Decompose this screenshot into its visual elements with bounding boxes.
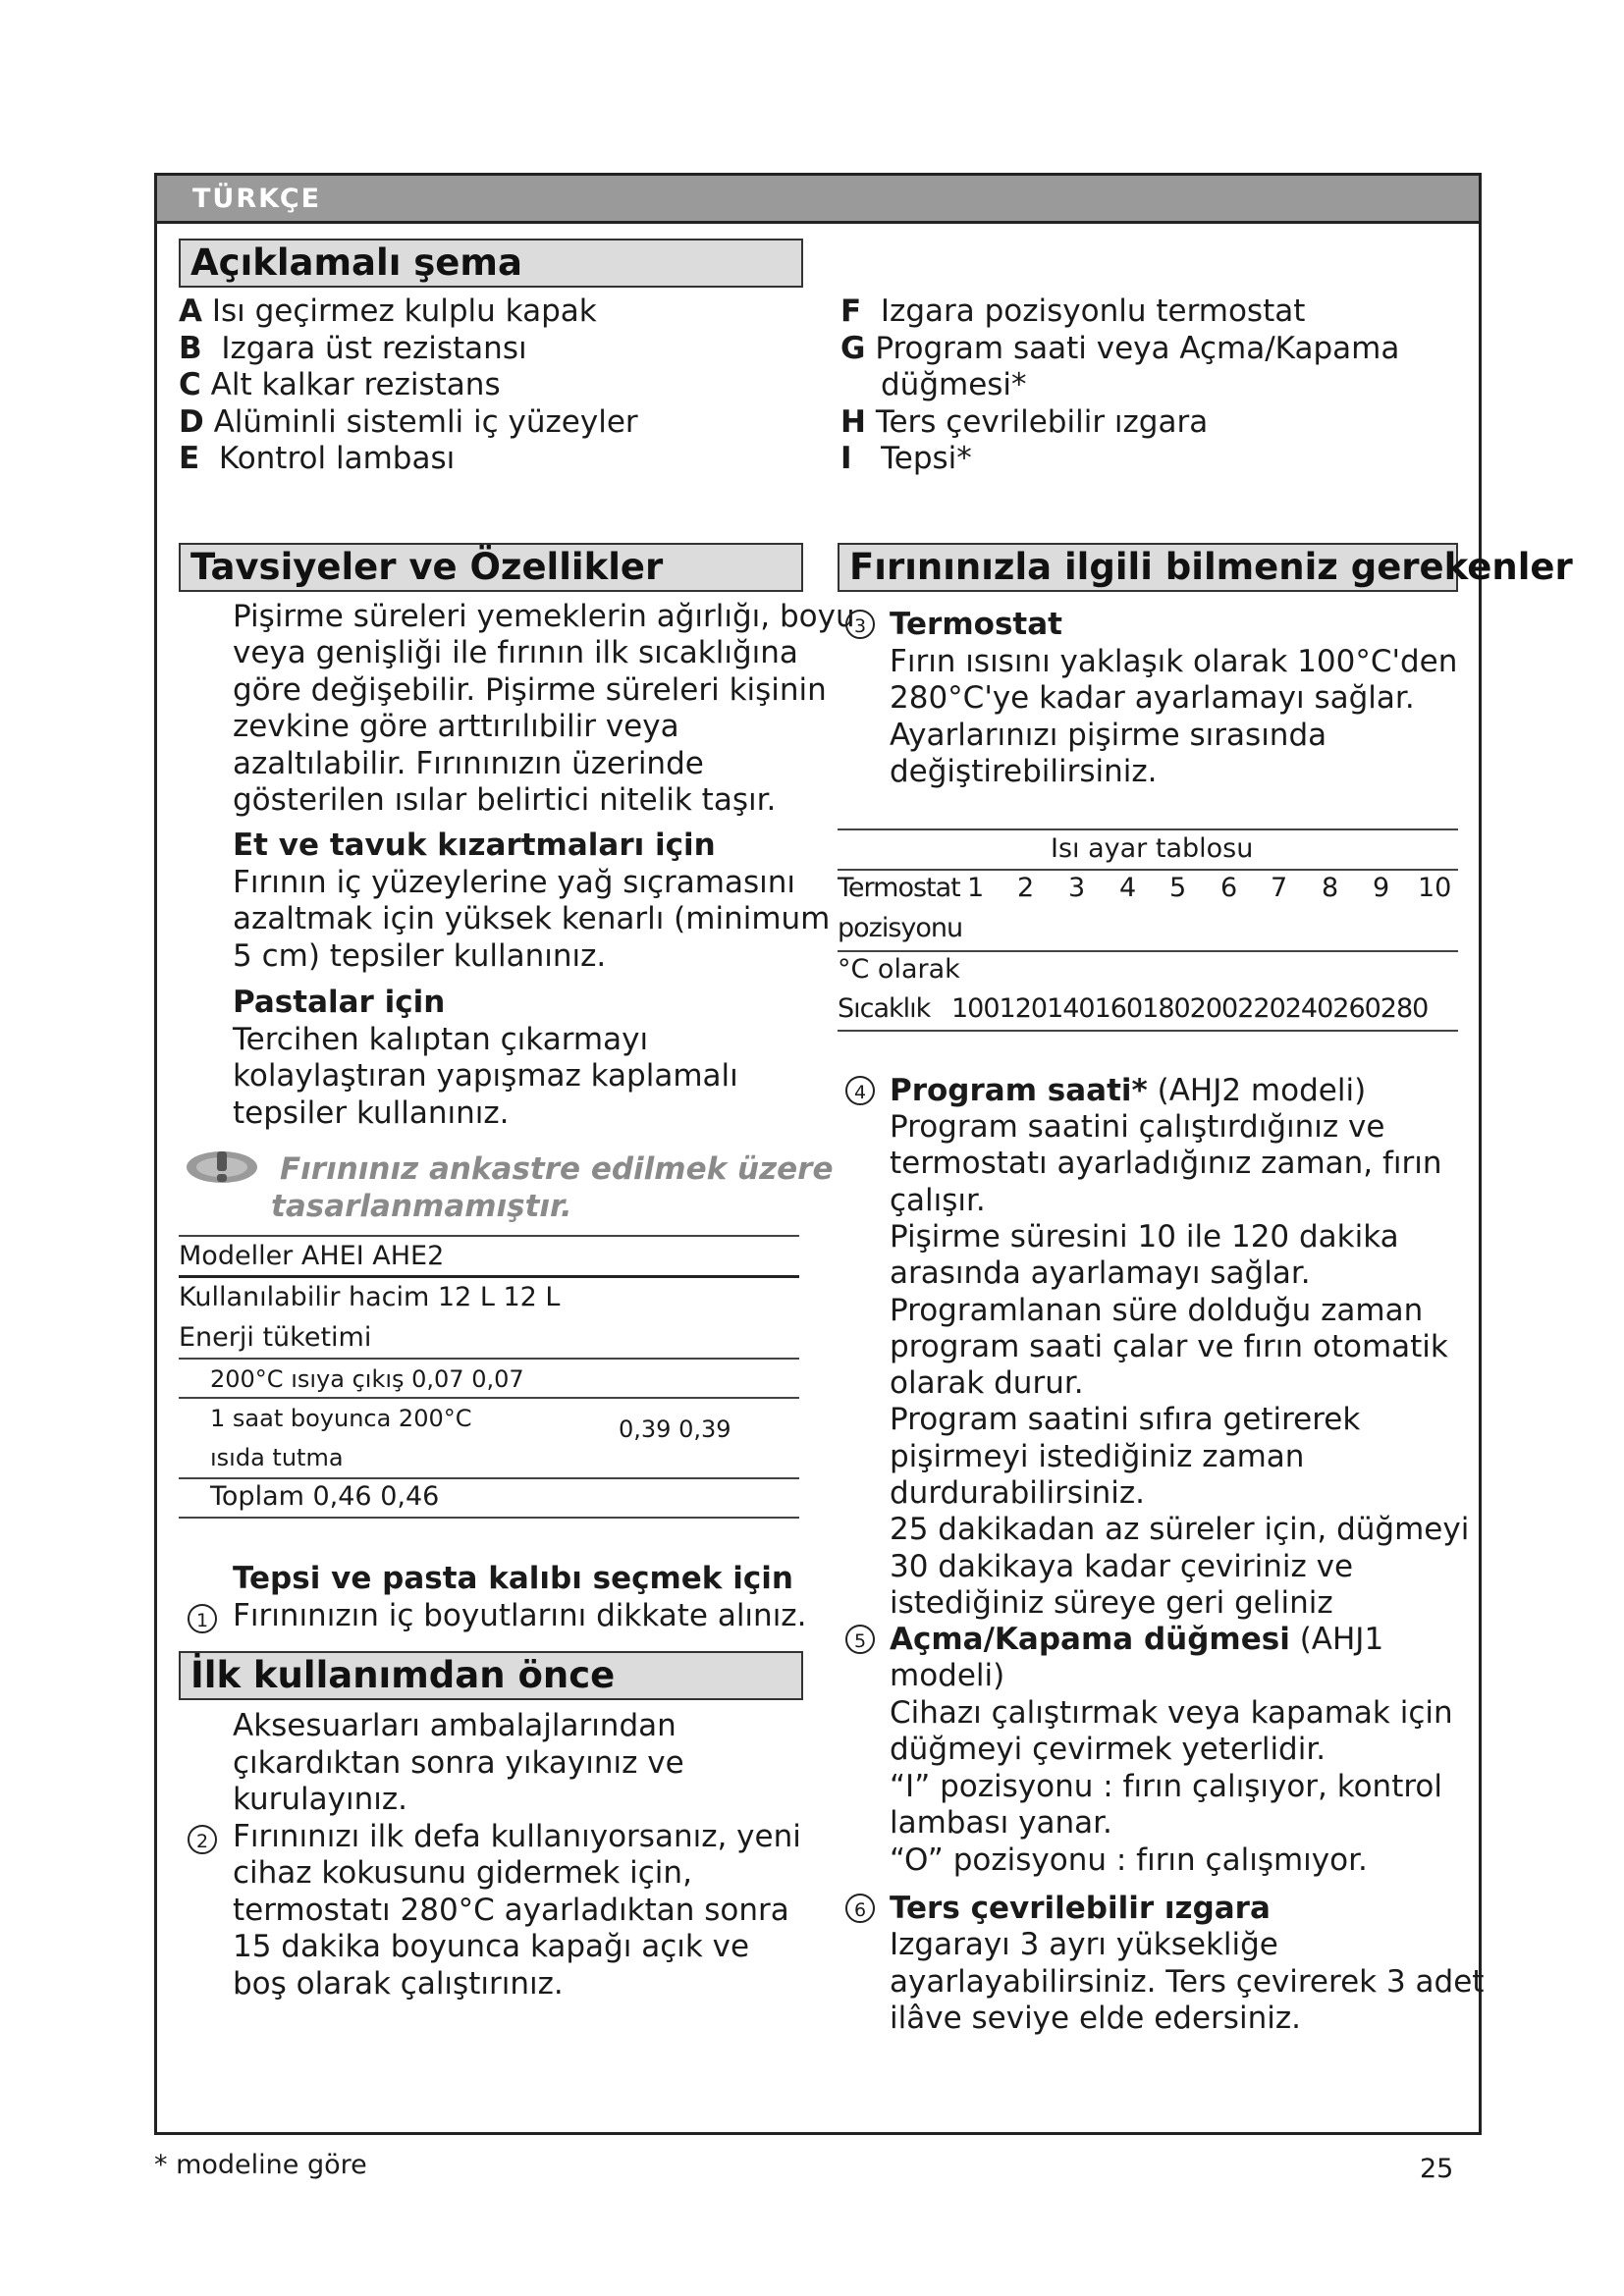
step-number-5: 5 — [845, 1625, 875, 1654]
legend-item-i: I Tepsi* — [840, 441, 972, 476]
thermostat-text: değiştirebilirsiniz. — [890, 754, 1158, 789]
timer-text-line: durdurabilirsiniz. — [890, 1475, 1146, 1511]
tray-heading: Tepsi ve pasta kalıbı seçmek için — [233, 1561, 793, 1596]
timer-text-line: termostatı ayarladığınız zaman, fırın — [890, 1146, 1442, 1182]
thermostat-position: 9 — [1373, 873, 1390, 903]
grill-text: Izgarayı 3 ayrı yüksekliğe — [890, 1927, 1278, 1962]
step-number-4: 4 — [845, 1076, 875, 1105]
know-title: Fırınınızla ilgili bilmeniz gerekenler — [838, 543, 1458, 592]
spec-header: Modeller AHEI AHE2 — [179, 1241, 445, 1271]
timer-text-line: Pişirme süresini 10 ile 120 dakika — [890, 1218, 1399, 1255]
spec-volume: Kullanılabilir hacim 12 L 12 L — [179, 1282, 561, 1312]
heat-row-label: °C olarak — [838, 954, 960, 985]
timer-text-line: 25 dakikadan az süreler için, düğmeyi — [890, 1512, 1470, 1548]
timer-heading: Program saati* — [890, 1073, 1148, 1108]
legend-item-a: A Isı geçirmez kulplu kapak — [179, 294, 597, 329]
thermostat-position: 1 — [967, 873, 985, 903]
legend-item-f: F Izgara pozisyonlu termostat — [840, 294, 1306, 329]
timer-text-line: olarak durur. — [890, 1365, 1084, 1402]
step-number-3: 3 — [845, 610, 875, 639]
meat-text-line: Fırının iç yüzeylerine yağ sıçramasını — [233, 865, 796, 900]
tray-text: Fırınınızın iç boyutlarını dikkate alınız. — [233, 1598, 807, 1633]
table-rule — [838, 1030, 1458, 1032]
grill-text: ilâve seviye elde edersiniz. — [890, 2001, 1301, 2036]
timer-model: (AHJ2 modeli) — [1147, 1073, 1367, 1108]
switch-heading: Açma/Kapama düğmesi — [890, 1622, 1290, 1657]
tips-title: Tavsiyeler ve Özellikler — [179, 543, 803, 592]
pastry-text-line: Tercihen kalıptan çıkarmayı — [233, 1022, 649, 1057]
switch-text-line: Cihazı çalıştırmak veya kapamak için — [890, 1694, 1453, 1731]
first-use-text: 15 dakika boyunca kapağı açık ve — [233, 1929, 750, 1964]
first-use-intro: kurulayınız. — [233, 1782, 407, 1817]
table-rule — [838, 828, 1458, 830]
timer-text-line: istediğiniz süreye geri geliniz — [890, 1584, 1333, 1621]
footnote: * modeline göre — [154, 2150, 367, 2180]
first-use-title: İlk kullanımdan önce — [179, 1651, 803, 1700]
warning-text: Fırınınız ankastre edilmek üzere — [280, 1151, 834, 1187]
pastry-text-line: kolaylaştıran yapışmaz kaplamalı — [233, 1058, 738, 1094]
table-rule — [838, 950, 1458, 952]
first-use-intro: Aksesuarları ambalajlarından — [233, 1708, 677, 1743]
thermostat-position: 10 — [1418, 873, 1452, 903]
thermostat-position: 2 — [1017, 873, 1035, 903]
thermostat-position: 5 — [1169, 873, 1187, 903]
tips-intro-line: göre değişebilir. Pişirme süreleri kişinin — [233, 672, 827, 708]
legend-item-g: G Program saati veya Açma/Kapama — [840, 331, 1400, 366]
step-number-2: 2 — [188, 1825, 217, 1854]
heat-row-label: Sıcaklık — [838, 993, 931, 1024]
timer-text-line: Program saatini sıfıra getirerek — [890, 1402, 1361, 1438]
timer-text-line: pişirmeyi istediğiniz zaman — [890, 1438, 1305, 1474]
thermostat-position: 6 — [1220, 873, 1238, 903]
table-rule — [179, 1517, 799, 1519]
legend-item-g-cont: düğmesi* — [881, 367, 1027, 402]
warning-icon — [185, 1148, 259, 1186]
heat-row-label: pozisyonu — [838, 913, 963, 943]
switch-model: (AHJ1 — [1289, 1622, 1384, 1657]
first-use-text: termostatı 280°C ayarladıktan sonra — [233, 1893, 789, 1928]
table-rule — [179, 1477, 799, 1479]
thermostat-position: 7 — [1271, 873, 1288, 903]
switch-text-line: “O” pozisyonu : fırın çalışmıyor. — [890, 1842, 1368, 1878]
table-rule — [179, 1358, 799, 1360]
switch-text-line: modeli) — [890, 1658, 1005, 1693]
meat-heading: Et ve tavuk kızartmaları için — [233, 828, 716, 863]
table-rule — [838, 869, 1458, 871]
first-use-intro: çıkardıktan sonra yıkayınız ve — [233, 1745, 684, 1781]
spec-energy: Enerji tüketimi — [179, 1322, 372, 1353]
thermostat-position: 8 — [1322, 873, 1339, 903]
thermostat-heading: Termostat — [890, 607, 1062, 642]
step-number-1: 1 — [188, 1604, 217, 1633]
heat-row-label: Termostat — [838, 873, 960, 903]
warning-text: tasarlanmamıştır. — [271, 1189, 572, 1224]
thermostat-position: 3 — [1068, 873, 1086, 903]
legend-item-d: D Alüminli sistemli iç yüzeyler — [179, 404, 638, 440]
spec-hold-values: 0,39 0,39 — [619, 1415, 731, 1443]
spec-hold-line: ısıda tutma — [210, 1444, 344, 1471]
first-use-text: cihaz kokusunu gidermek için, — [233, 1855, 692, 1891]
legend-item-h: H Ters çevrilebilir ızgara — [840, 404, 1209, 440]
table-rule — [179, 1275, 799, 1278]
step-number-6: 6 — [845, 1894, 875, 1923]
timer-text-line: Programlanan süre dolduğu zaman — [890, 1292, 1424, 1328]
timer-text-line: arasında ayarlamayı sağlar. — [890, 1255, 1311, 1292]
legend-item-b: B Izgara üst rezistansı — [179, 331, 527, 366]
legend-title: Açıklamalı şema — [179, 239, 803, 288]
legend-item-c: C Alt kalkar rezistans — [179, 367, 501, 402]
language-bar — [157, 176, 1479, 224]
meat-text-line: 5 cm) tepsiler kullanınız. — [233, 938, 607, 974]
tips-intro-line: azaltılabilir. Fırınınızın üzerinde — [233, 746, 704, 781]
spec-hold-line: 1 saat boyunca 200°C — [210, 1405, 472, 1432]
tips-intro-line: gösterilen ısılar belirtici nitelik taşır. — [233, 782, 777, 818]
legend-item-e: E Kontrol lambası — [179, 441, 456, 476]
pastry-text-line: tepsiler kullanınız. — [233, 1095, 510, 1131]
first-use-text: Fırınınızı ilk defa kullanıyorsanız, yeni — [233, 1819, 801, 1854]
timer-text-line: çalışır. — [890, 1182, 986, 1218]
timer-heading-line — [890, 1073, 1366, 1110]
pastry-heading: Pastalar için — [233, 985, 446, 1020]
tips-intro-line: Pişirme süreleri yemeklerin ağırlığı, boyu — [233, 599, 855, 634]
tips-intro-line: veya genişliği ile fırının ilk sıcaklığına — [233, 635, 798, 670]
table-rule — [179, 1397, 799, 1399]
spec-total: Toplam 0,46 0,46 — [210, 1481, 440, 1512]
switch-heading-line — [890, 1622, 1383, 1659]
switch-text-line: lambası yanar. — [890, 1805, 1112, 1841]
timer-text-line: program saati çalar ve fırın otomatik — [890, 1328, 1448, 1364]
grill-heading: Ters çevrilebilir ızgara — [890, 1891, 1271, 1926]
switch-text-line: “I” pozisyonu : fırın çalışıyor, kontrol — [890, 1768, 1442, 1804]
language-label: TÜRKÇE — [192, 184, 322, 214]
tips-intro-line: zevkine göre arttırılıbilir veya — [233, 709, 679, 744]
spec-heatup: 200°C ısıya çıkış 0,07 0,07 — [210, 1365, 524, 1393]
heat-table-caption: Isı ayar tablosu — [1051, 833, 1254, 864]
grill-text: ayarlayabilirsiniz. Ters çevirerek 3 adet — [890, 1964, 1485, 2000]
meat-text-line: azaltmak için yüksek kenarlı (minimum — [233, 901, 831, 936]
thermostat-text: Ayarlarınızı pişirme sırasında — [890, 718, 1327, 753]
first-use-text: boş olarak çalıştırınız. — [233, 1966, 564, 2002]
temperature-values: 100120140160180200220240260280 — [951, 993, 1429, 1024]
page-number: 25 — [1420, 2154, 1454, 2184]
timer-text-line: 30 dakikaya kadar çeviriniz ve — [890, 1548, 1354, 1584]
thermostat-text: 280°C'ye kadar ayarlamayı sağlar. — [890, 680, 1415, 716]
thermostat-text: Fırın ısısını yaklaşık olarak 100°C'den — [890, 644, 1458, 679]
thermostat-position: 4 — [1119, 873, 1137, 903]
timer-text-line: Program saatini çalıştırdığınız ve — [890, 1109, 1385, 1145]
switch-text-line: düğmeyi çevirmek yeterlidir. — [890, 1732, 1326, 1767]
table-rule — [179, 1235, 799, 1237]
